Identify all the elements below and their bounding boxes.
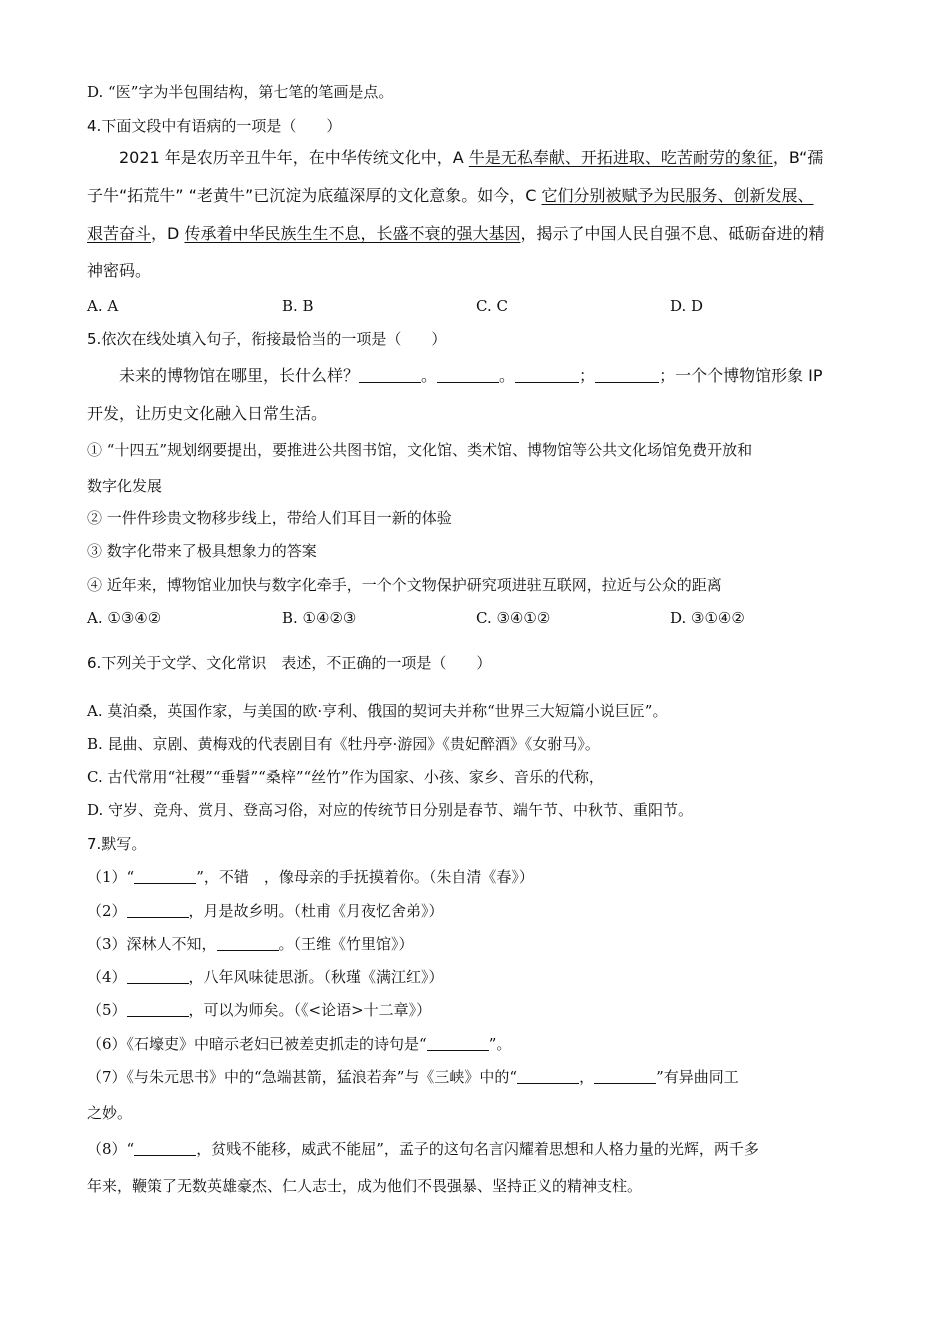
q5-blank-1: [359, 368, 421, 383]
q7-item-3-text: （3）深林人不知，: [87, 935, 217, 953]
q7-item-3: [87, 934, 414, 954]
q6-stem-text: 下列关于文学、文化常识 表述，不正确的一项是（ ）: [101, 654, 492, 672]
q4-segment-a: 牛是无私奉献、开拓进取、吃苦耐劳的象征: [468, 148, 773, 167]
q5-stem: [87, 329, 446, 349]
q5-option-c: C. ③④①②: [476, 609, 551, 627]
q3-option-d: D. “医”字为半包围结构，第七笔的笔画是点。: [87, 83, 394, 101]
q7-item-5-text: （5）: [87, 1001, 127, 1019]
q7-item-4-text: （4）: [87, 968, 127, 986]
q7-item-4: [87, 967, 444, 987]
q4-p1-tail: ，B“孺: [772, 148, 824, 167]
q7-item-8-cont: 年来，鞭策了无数英雄豪杰、仁人志士，成为他们不畏强暴、坚持正义的精神支柱。: [87, 1177, 643, 1195]
q7-item-1: [87, 867, 534, 887]
q7-item-2-tail: ，月是故乡明。（杜甫《月夜忆舍弟》）: [188, 902, 444, 920]
q4-passage-line-3: [87, 224, 824, 244]
q4-p3-text: ，D: [151, 224, 185, 243]
q7-blank-4: [127, 969, 189, 984]
q5-sep-3: ；: [579, 366, 596, 385]
q7-item-1-tail: ”，不错 ，像母亲的手抚摸着你。（朱自清《春》）: [196, 868, 534, 886]
q5-option-a: A. ①③④②: [87, 609, 162, 627]
q5-passage-line-2: 开发，让历史文化融入日常生活。: [87, 404, 328, 423]
q7-item-6-tail: ”。: [488, 1035, 512, 1053]
q7-item-6-text: （6）《石壕吏》中暗示老妇已被差吏抓走的诗句是“: [87, 1035, 427, 1053]
q4-passage-line-2: [87, 186, 814, 206]
q4-stem: [87, 116, 341, 136]
q7-blank-5: [127, 1002, 189, 1017]
q7-item-7-cont: 之妙。: [87, 1104, 133, 1122]
q7-stem: [87, 834, 146, 854]
q4-option-b: B. B: [282, 297, 314, 315]
q7-item-1-text: （1）“: [87, 868, 135, 886]
q7-item-2: [87, 901, 444, 921]
q4-p1-text: 2021 年是农历辛丑牛年，在中华传统文化中，A: [119, 148, 469, 167]
q6-option-a: A. 莫泊桑，英国作家，与美国的欧·亨利、俄国的契诃夫并称“世界三大短篇小说巨匠”。: [87, 702, 668, 720]
q4-stem-text: 下面文段中有语病的一项是（ ）: [101, 117, 342, 135]
q5-sentence-3: ③ 数字化带来了极具想象力的答案: [87, 542, 317, 560]
q5-p1-tail: ；一个个博物馆形象 IP: [659, 366, 823, 385]
q5-p1-text: 未来的博物馆在哪里，长什么样？: [119, 366, 360, 385]
q6-option-b: B. 昆曲、京剧、黄梅戏的代表剧目有《牡丹亭·游园》《贵妃醉酒》《女驸马》。: [87, 735, 600, 753]
q5-sep-2: 。: [499, 366, 516, 385]
q4-passage-line-4: 神密码。: [87, 261, 152, 280]
q5-blank-3: [515, 368, 579, 383]
q7-item-8: [87, 1139, 759, 1159]
q6-stem: [87, 653, 491, 673]
q5-sentence-1: ① “十四五”规划纲要提出，要推进公共图书馆，文化馆、类术馆、博物馆等公共文化场馆免费开放和: [87, 441, 753, 459]
q5-number: 5.: [87, 330, 102, 348]
q7-item-5: [87, 1000, 431, 1020]
q7-item-3-tail: 。（王维《竹里馆》）: [278, 935, 414, 953]
q4-p3-tail: ，揭示了中国人民自强不息、砥砺奋进的精: [520, 224, 825, 243]
q7-item-5-tail: ，可以为师矣。（《<论语>十二章》）: [188, 1001, 432, 1019]
q5-sentence-4: ④ 近年来，博物馆业加快与数字化牵手，一个个文物保护研究项进驻互联网，拉近与公众的距离: [87, 576, 722, 594]
q6-number: 6.: [87, 654, 102, 672]
q5-stem-text: 依次在线处填入句子，衔接最恰当的一项是（ ）: [101, 330, 447, 348]
q5-sep-1: 。: [421, 366, 438, 385]
q7-item-7-tail: ”有异曲同工: [656, 1068, 739, 1086]
q7-item-7: [87, 1067, 739, 1087]
q4-number: 4.: [87, 117, 102, 135]
q7-number: 7.: [87, 835, 102, 853]
q5-option-d: D. ③①④②: [670, 609, 745, 627]
q5-blank-4: [595, 368, 659, 383]
q4-segment-c: 它们分别被赋予为民服务、创新发展、: [541, 186, 814, 205]
q4-p2-text: 子牛“拓荒牛” “老黄牛”已沉淀为底蕴深厚的文化意象。如今，C: [87, 186, 542, 205]
q7-stem-text: 默写。: [101, 835, 147, 853]
q5-option-b: B. ①④②③: [282, 609, 357, 627]
q4-option-a: A. A: [87, 297, 119, 315]
q7-blank-7a: [517, 1069, 579, 1084]
q7-blank-7b: [594, 1069, 656, 1084]
q4-passage-line-1: [119, 148, 823, 168]
q6-option-d: D. 守岁、竞舟、赏月、登高习俗，对应的传统节日分别是春节、端午节、中秋节、重阳节。: [87, 801, 694, 819]
q7-blank-2: [127, 903, 189, 918]
q6-option-c: C. 古代常用“社稷”“垂髫”“桑梓”“丝竹”作为国家、小孩、家乡、音乐的代称，: [87, 768, 604, 786]
q7-item-2-text: （2）: [87, 902, 127, 920]
q5-sentence-2: ② 一件件珍贵文物移步线上，带给人们耳目一新的体验: [87, 509, 452, 527]
q7-item-8-tail: ，贫贱不能移，威武不能屈”，孟子的这句名言闪耀着思想和人格力量的光辉，两千多: [196, 1140, 759, 1158]
q7-blank-6: [427, 1036, 489, 1051]
q5-blank-2: [437, 368, 499, 383]
q7-item-7-text: （7）《与朱元思书》中的“急端甚箭，猛浪若奔”与《三峡》中的“: [87, 1068, 518, 1086]
q5-sentence-1-cont: 数字化发展: [87, 477, 163, 495]
q7-blank-1: [134, 869, 196, 884]
q7-blank-3: [217, 936, 279, 951]
q5-passage-line-1: [119, 366, 823, 386]
q7-item-7-sep: ，: [579, 1068, 595, 1086]
q4-option-c: C. C: [476, 297, 508, 315]
q7-item-4-tail: ，八年风味徒思浙。（秋瑾《满江红》）: [188, 968, 444, 986]
q7-item-8-text: （8）“: [87, 1140, 135, 1158]
q4-segment-c-end: 艰苦奋斗: [87, 224, 152, 243]
q4-segment-d: 传承着中华民族生生不息，长盛不衰的强大基因: [184, 224, 521, 243]
q7-blank-8: [134, 1141, 196, 1156]
q7-item-6: [87, 1034, 511, 1054]
q4-option-d: D. D: [670, 297, 704, 315]
